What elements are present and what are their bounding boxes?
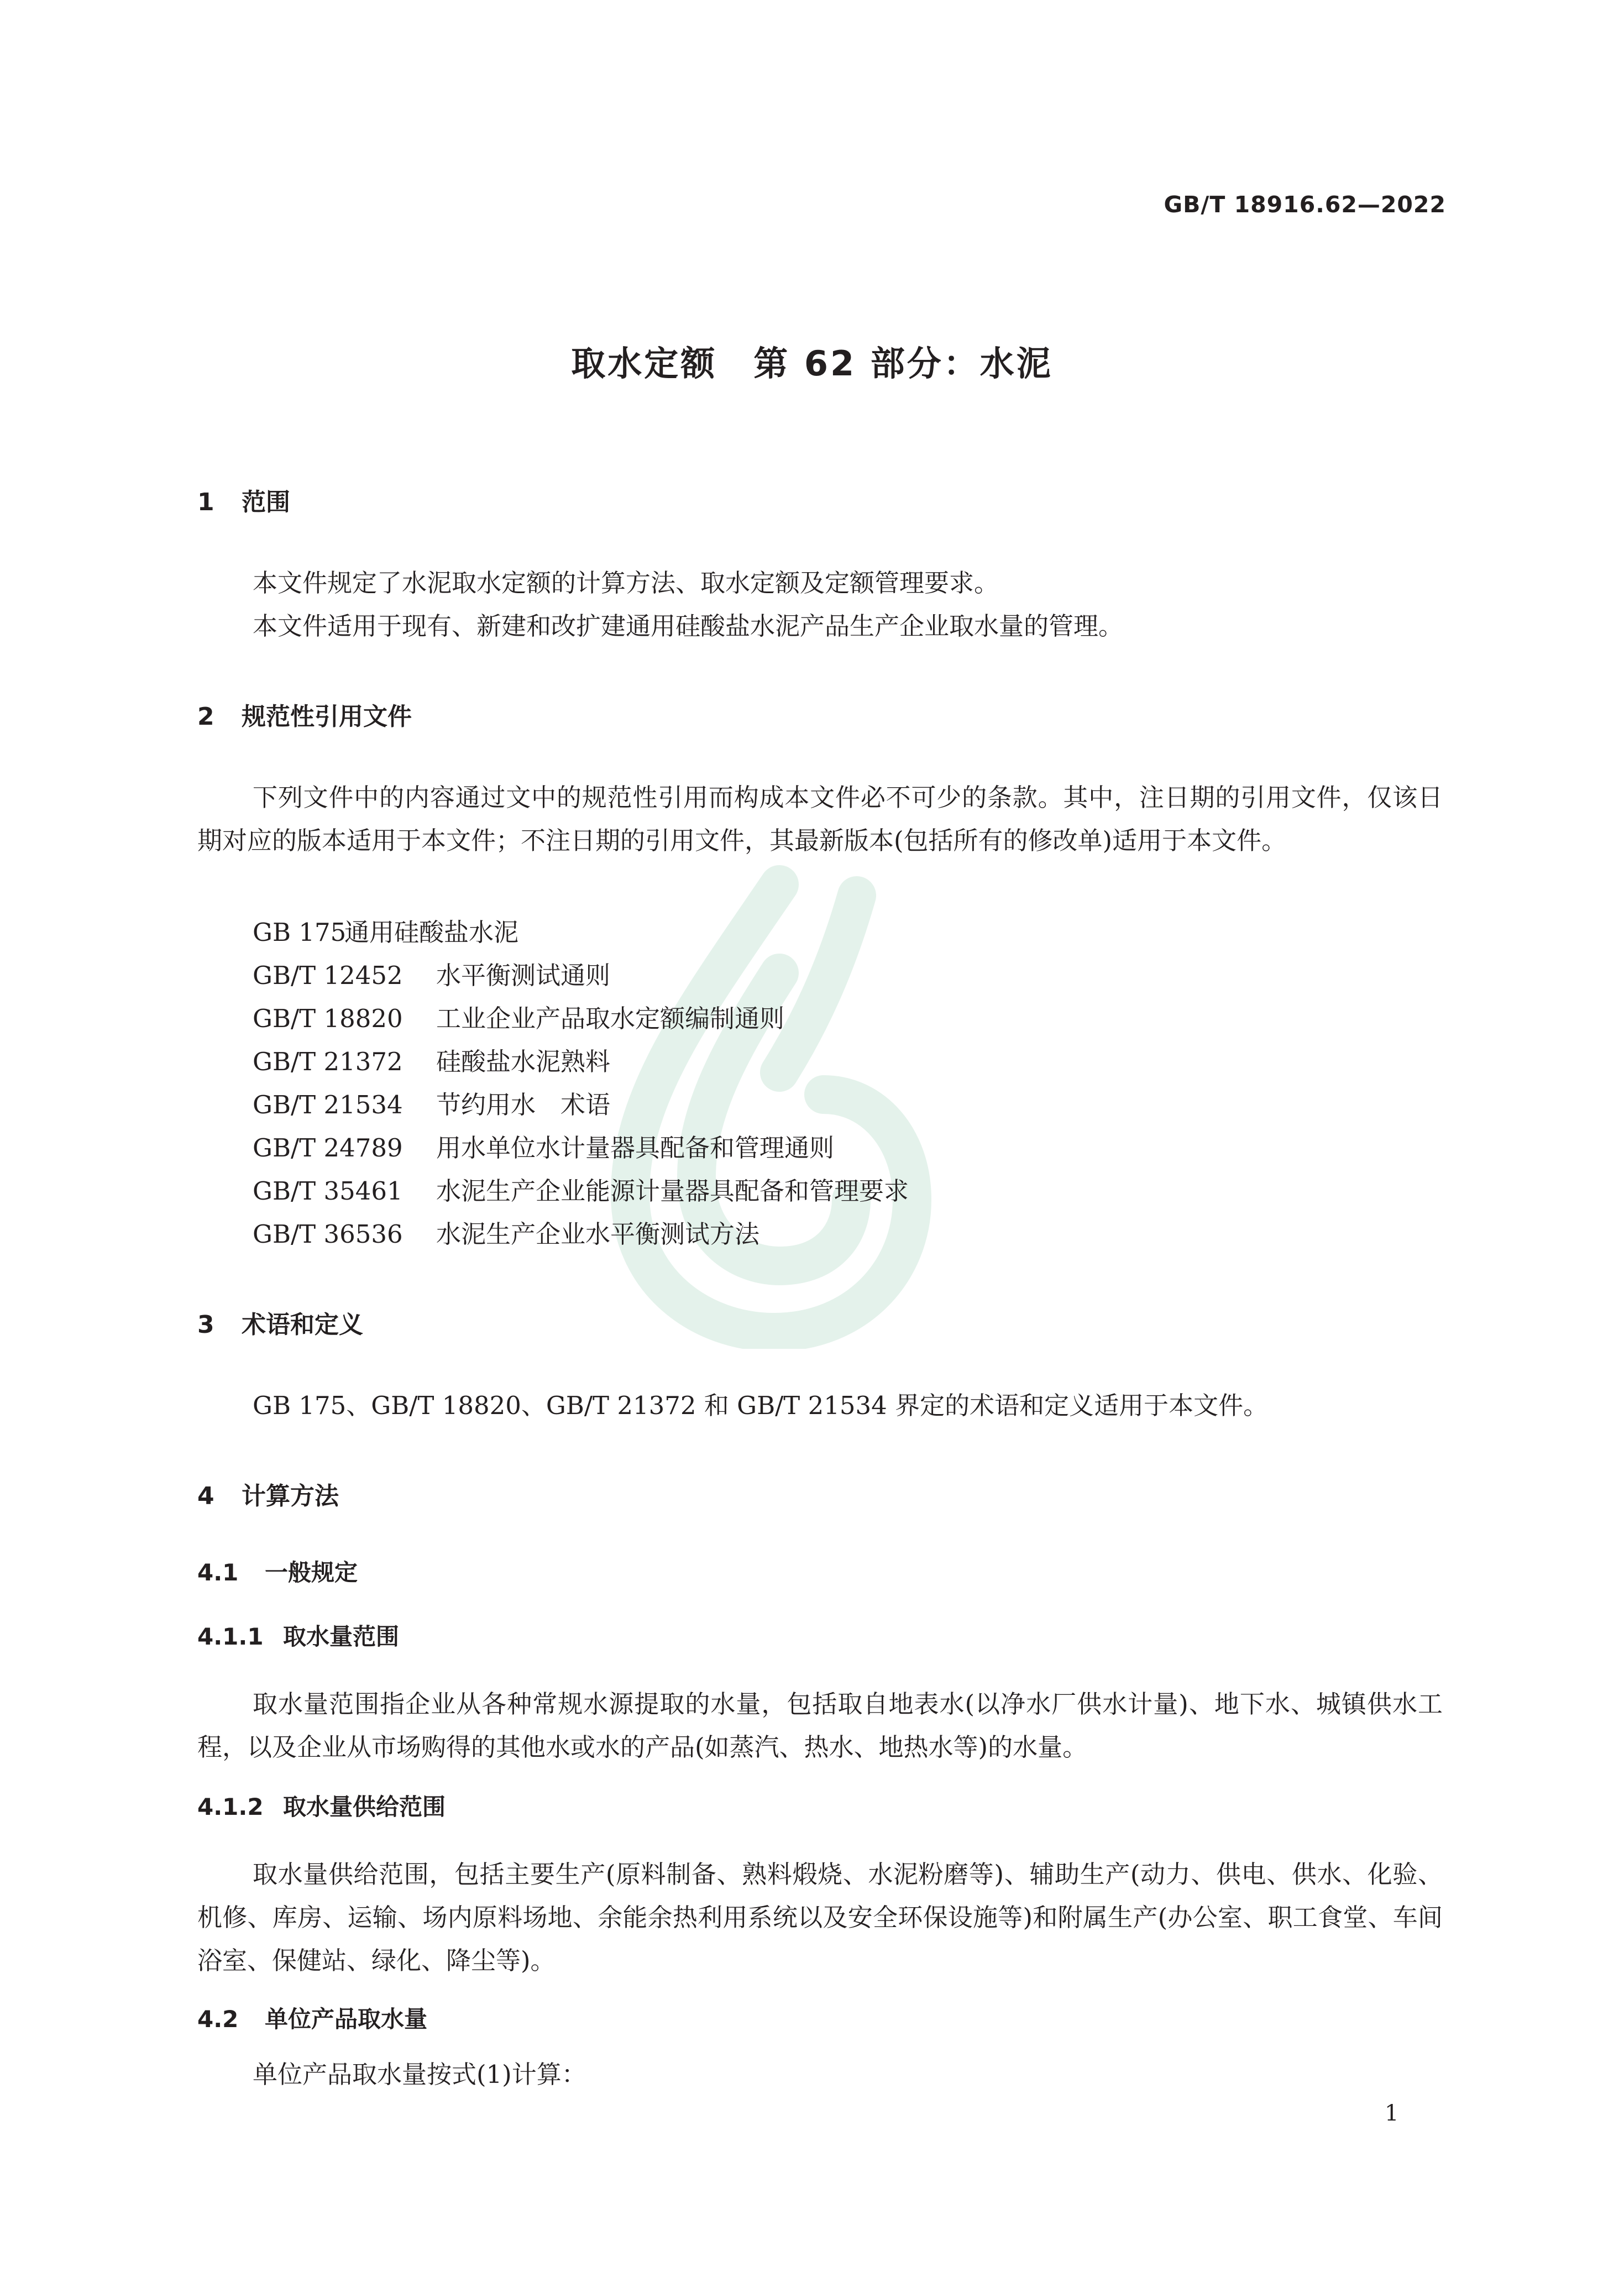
paragraph: 取水量范围指企业从各种常规水源提取的水量，包括取自地表水(以净水厂供水计量)、地下水、城镇供水工程，以及企业从市场购得的其他水或水的产品(如蒸汽、热水、地热水等)的水量。 (197, 1689, 1443, 1762)
reference-item (253, 1085, 610, 1121)
paragraph: 本文件适用于现有、新建和改扩建通用硅酸盐水泥产品生产企业取水量的管理。 (253, 611, 1124, 641)
paragraph: 取水量供给范围，包括主要生产(原料制备、熟料煅烧、水泥粉磨等)、辅助生产(动力、供电、供水、化验、机修、库房、运输、场内原料场地、余能余热利用系统以及安全环保设施等)和附属生产(办公室、职工食堂、车间浴室、保健站、绿化、降尘等)。 (197, 1860, 1443, 1975)
reference-code: GB/T 24789 (253, 1133, 403, 1163)
reference-name: 水泥生产企业水平衡测试方法 (436, 1219, 760, 1249)
page-number: 1 (1385, 2101, 1399, 2126)
paragraph: GB 175、GB/T 18820、GB/T 21372 和 GB/T 21534 界定的术语和定义适用于本文件。 (253, 1391, 1269, 1420)
reference-item (253, 1214, 759, 1250)
section-number: 4.2 (197, 2006, 239, 2033)
section-title: 一般规定 (265, 1559, 358, 1586)
reference-item (253, 1128, 834, 1164)
paragraph: 本文件规定了水泥取水定额的计算方法、取水定额及定额管理要求。 (253, 568, 999, 598)
subsection-4-1-heading (197, 1554, 358, 1588)
section-1-heading (197, 482, 290, 517)
section-title: 取水量供给范围 (283, 1793, 446, 1820)
reference-code: GB/T 18820 (253, 1004, 403, 1033)
reference-name: 工业企业产品取水定额编制通则 (436, 1004, 785, 1033)
reference-code: GB/T 12452 (253, 961, 403, 990)
section-2-heading (197, 697, 412, 732)
reference-item (253, 912, 518, 948)
reference-item (253, 955, 610, 991)
section-number: 1 (197, 488, 214, 516)
water-drop-watermark-icon (597, 862, 940, 1349)
section-title: 计算方法 (242, 1482, 339, 1510)
section-number: 2 (197, 703, 214, 731)
section-3-heading (197, 1305, 363, 1340)
section-number: 4 (197, 1482, 214, 1510)
section-4-heading (197, 1476, 339, 1511)
reference-name: 水平衡测试通则 (436, 961, 611, 990)
reference-name: 通用硅酸盐水泥 (344, 918, 519, 947)
reference-item (253, 998, 784, 1034)
subsection-4-1-1-heading (197, 1619, 399, 1652)
reference-name: 硅酸盐水泥熟料 (436, 1047, 611, 1076)
section-number: 3 (197, 1311, 214, 1339)
reference-code: GB/T 36536 (253, 1219, 403, 1249)
section-number: 4.1.2 (197, 1793, 264, 1820)
reference-name: 水泥生产企业能源计量器具配备和管理要求 (436, 1176, 909, 1206)
reference-code: GB 175 (253, 918, 347, 947)
reference-code: GB/T 21372 (253, 1047, 403, 1076)
section-number: 4.1 (197, 1559, 239, 1586)
paragraph: 下列文件中的内容通过文中的规范性引用而构成本文件必不可少的条款。其中，注日期的引用文件，仅该日期对应的版本适用于本文件；不注日期的引用文件，其最新版本(包括所有的修改单)适用于本文件。 (197, 783, 1443, 855)
reference-name: 节约用水 术语 (436, 1090, 611, 1119)
section-title: 术语和定义 (242, 1311, 363, 1339)
reference-item (253, 1041, 610, 1077)
section-title: 范围 (242, 488, 290, 516)
subsection-4-1-2-heading (197, 1789, 446, 1822)
document-title: 取水定额 第 62 部分：水泥 (571, 343, 1053, 384)
document-code: GB/T 18916.62—2022 (1164, 191, 1446, 218)
section-title: 取水量范围 (283, 1623, 400, 1650)
section-title: 单位产品取水量 (265, 2006, 428, 2033)
reference-name: 用水单位水计量器具配备和管理通则 (436, 1133, 835, 1163)
section-number: 4.1.1 (197, 1623, 264, 1650)
reference-code: GB/T 21534 (253, 1090, 403, 1119)
subsection-4-2-heading (197, 2001, 427, 2034)
reference-item (253, 1171, 909, 1207)
reference-code: GB/T 35461 (253, 1176, 403, 1206)
paragraph: 单位产品取水量按式(1)计算： (253, 2060, 586, 2089)
section-title: 规范性引用文件 (242, 703, 412, 731)
